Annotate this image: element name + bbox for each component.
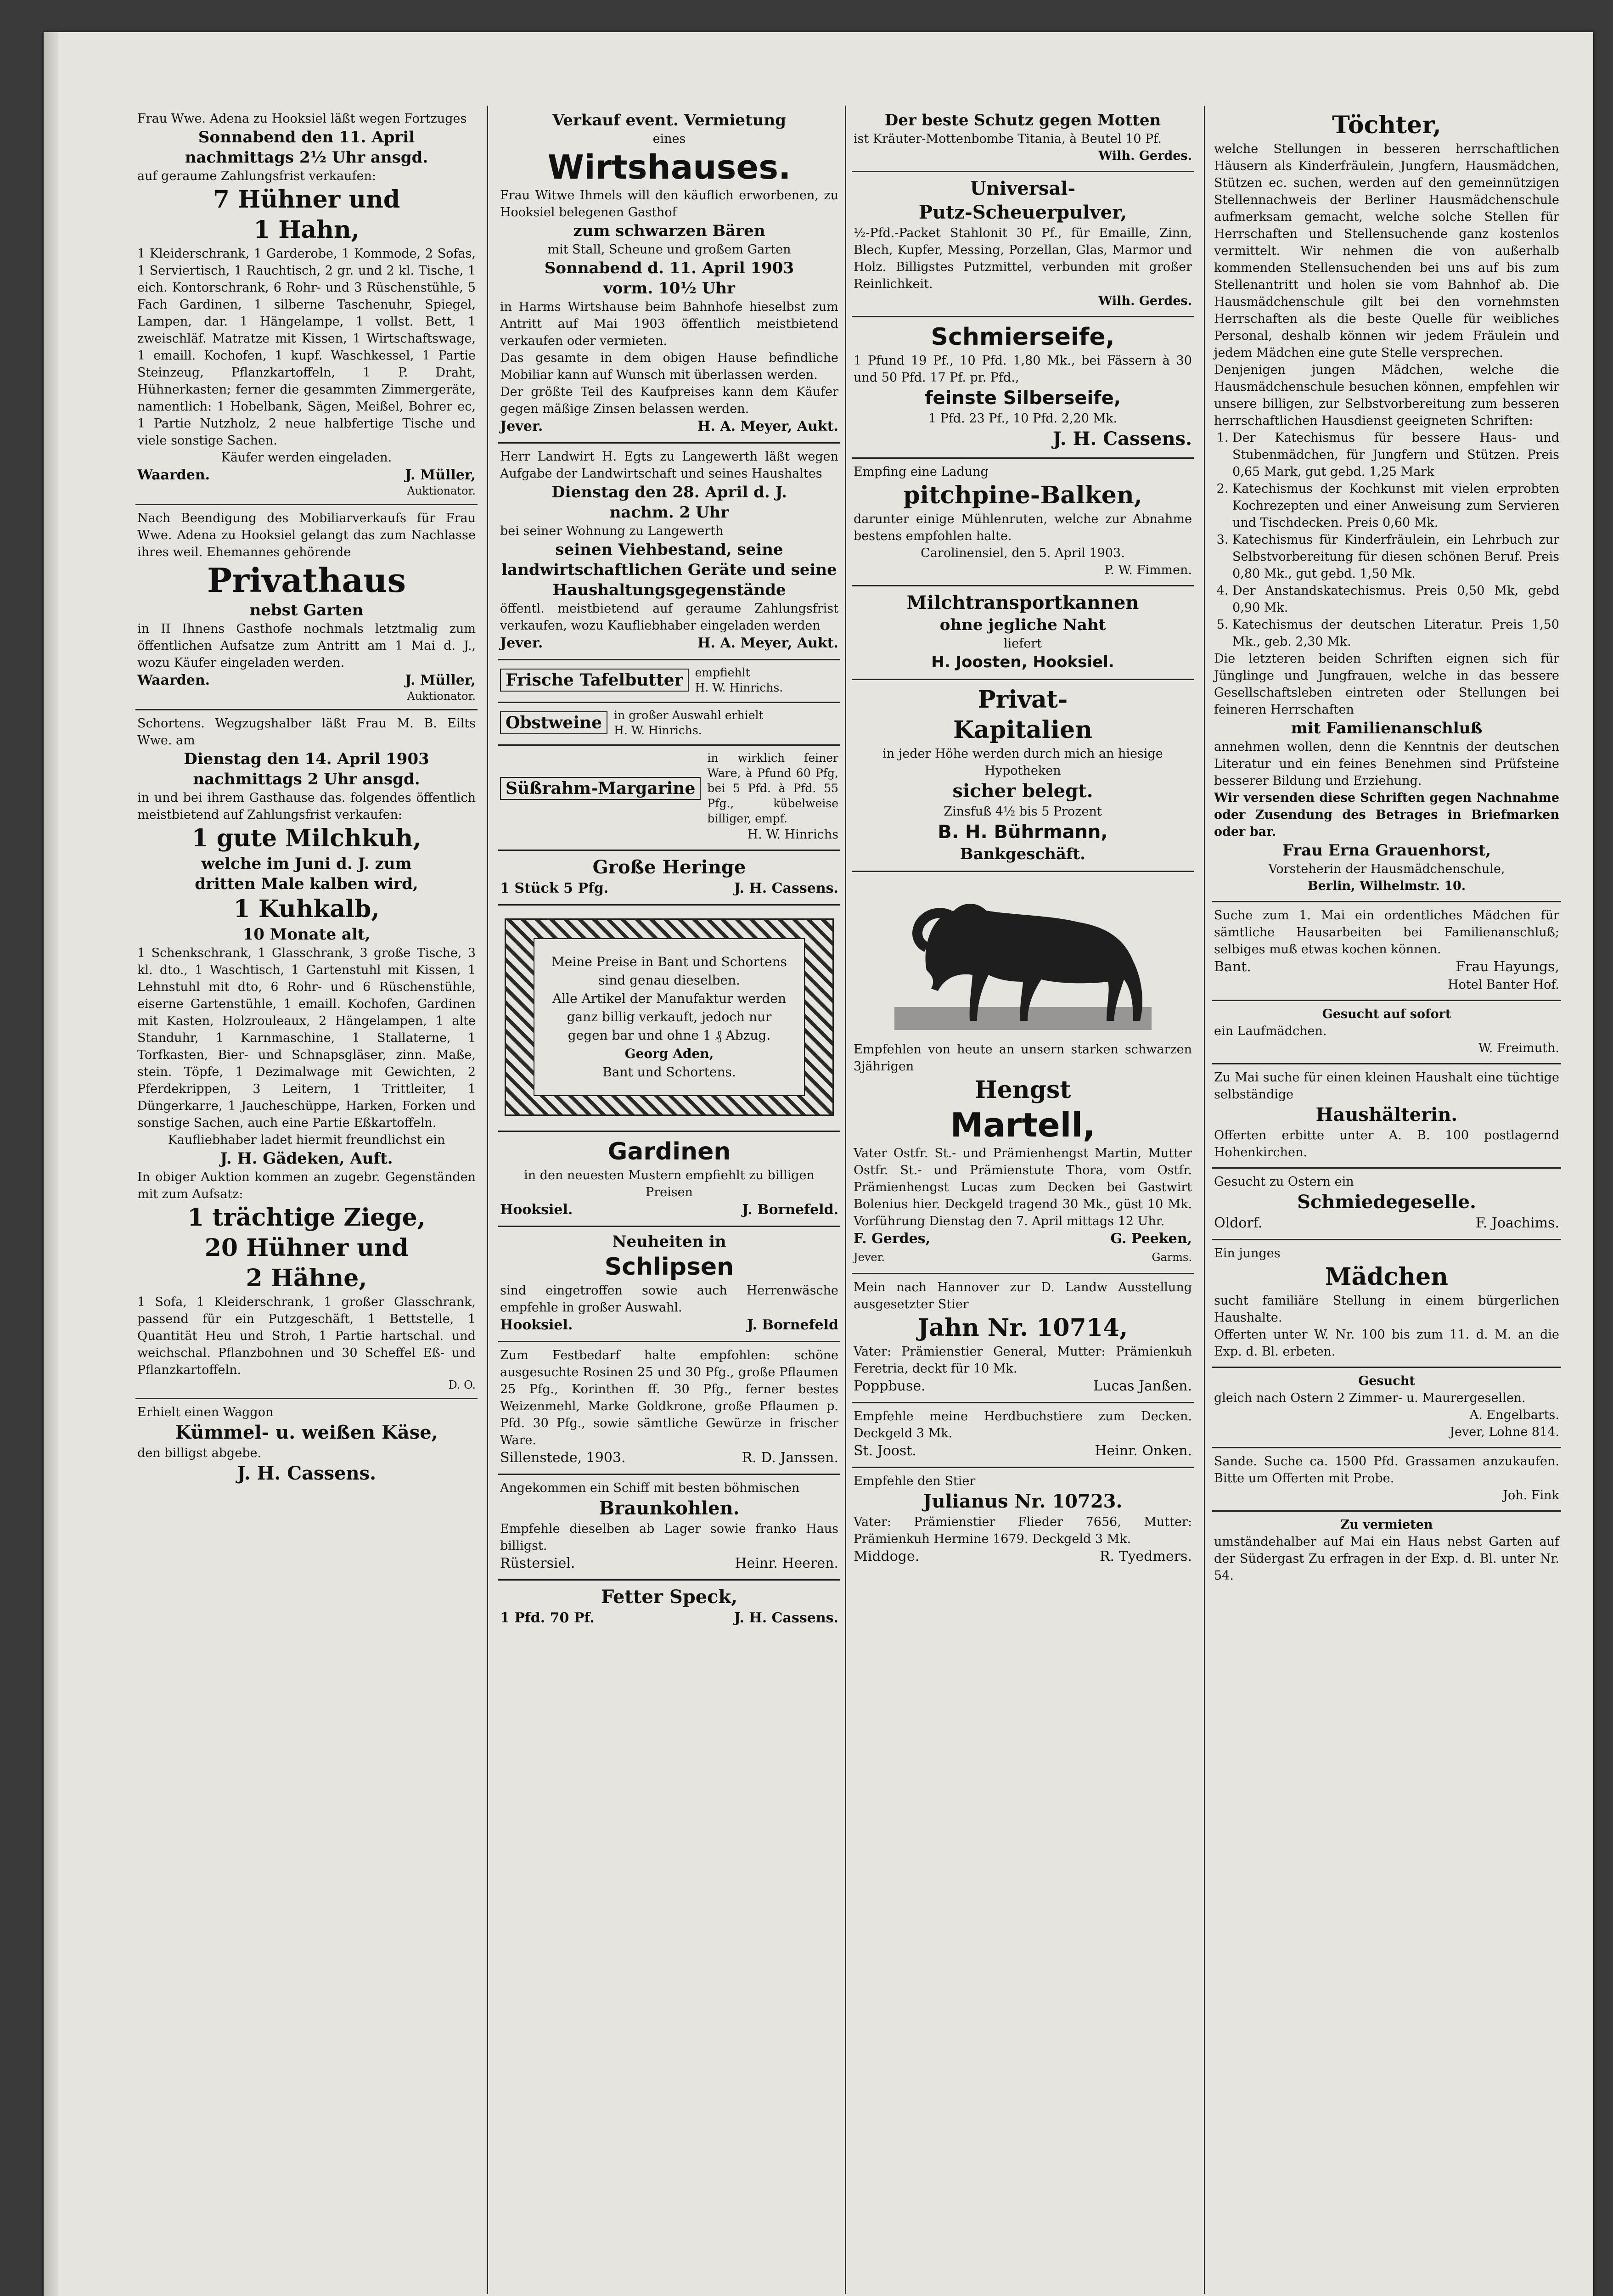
ad-body: 1 Kleiderschrank, 1 Garderobe, 1 Kommode, 2 Sofas, 1 Serviertisch, 1 Rauchtisch, 2 gr. und 2 kl. Tische, 1 eich. Kontorschrank, 6 Rohr- und 3 Rüschenstühle, 5 Fach Gardinen, 1 silberne Taschenuhr, Spiegel, Lampen, dar. 1 Hängelampe, 1 vollst. Bett, 1 zweischläf. Matratze mit Kissen, 1 Wirtschaftswage, 1 emaill. Kochofen, 1 kupf. Waschkessel, 1 Partie Steinzeug, Pflanzkartoffeln, 1 P. Draht, Hühnerkasten; ferner die gesammten Zimmergeräte, namentlich: 1 Hobelbank, Sägen, Meißel, Bohrer ec, 1 Partie Nutzholz, 2 neue halbfertige Tische und viele sonstige Sachen.: [137, 247, 476, 448]
ad-text: Angekommen ein Schiff mit besten böhmischen: [500, 1481, 800, 1495]
ad-time: nachmittags 2 Uhr ansgd.: [193, 770, 420, 788]
ad-place: Middoge.: [854, 1548, 920, 1564]
ad-headline: Töchter,: [1332, 111, 1441, 139]
ad-date: Sonnabend den 11. April: [198, 128, 415, 146]
ad-headline: 1 gute Milchkuh,: [191, 824, 422, 852]
ad-body: Denjenigen jungen Mädchen, welche die Hausmädchenschule besuchen können, empfehlen wir unsere billigen, zur Selbstvorbereitung zum besseren herrschaftlichen Hausdienst geeigneten Schriften:: [1214, 363, 1559, 428]
ad-place: Rüstersiel.: [500, 1555, 575, 1571]
ad-name: W. Freimuth.: [1478, 1041, 1559, 1055]
ad-place: Oldorf.: [1214, 1215, 1263, 1231]
ad-body: 1 Pfund 19 Pf., 10 Pfd. 1,80 Mk., bei Fässern à 30 und 50 Pfd. 17 Pf. pr. Pfd.,: [854, 354, 1192, 385]
ad-body: umständehalber auf Mai ein Haus nebst Garten auf der Südergast Zu erfragen in der Exp. d. Bl. unter Nr. 54.: [1214, 1535, 1559, 1583]
ad-text: in wirklich feiner Ware, à Pfund 60 Pfg, bei 5 Pfd. à Pfd. 55 Pfg., kübelweise billiger, empf.: [707, 751, 838, 825]
ad-seife: [852, 317, 1194, 459]
ad-subheadline: ohne jegliche Naht: [939, 616, 1106, 634]
ad-name: R. D. Janssen.: [742, 1450, 838, 1466]
ad-text: in und bei ihrem Gasthause das. folgendes öffentlich meistbietend auf Zahlungsfrist verkaufen:: [137, 791, 476, 822]
ad-headline: 1 trächtige Ziege,: [187, 1204, 426, 1232]
ad-textblock: [614, 708, 763, 738]
ad-row: [500, 750, 838, 826]
ad-headline: Der beste Schutz gegen Motten: [884, 111, 1161, 129]
ad-heringe: [498, 851, 840, 906]
ad-headline: Hengst: [974, 1076, 1071, 1104]
ad-maedchen-bant: [1212, 902, 1561, 1001]
ad-kaese: [135, 1399, 478, 1492]
ad-body: Vater Ostfr. St.- und Prämienhengst Martin, Mutter Ostfr. St.- und Prämienstute Thora, vom Ostfr. Prämienhengst Lucas zum Decken bei Gastwirt Bolenius hier. Deckgeld tragend 30 Mk., güst 10 Mk. Vorführung Dienstag den 7. April mittags 12 Uhr.: [854, 1146, 1192, 1228]
ad-headline: Haushälterin.: [1315, 1104, 1458, 1125]
book-list: [1214, 429, 1559, 650]
ad-body: Vater: Prämienstier Flieder 7656, Mutter: Prämienkuh Hermine 1679. Deckgeld 3 Mk.: [854, 1515, 1192, 1546]
column-rule: [845, 106, 846, 2294]
ad-subheadline: zum schwarzen Bären: [573, 222, 765, 240]
list-item: 5. Katechismus der deutschen Literatur. Preis 1,50 Mk., geb. 2,30 Mk.: [1232, 616, 1559, 650]
ad-text: den billigst abgebe.: [137, 1446, 262, 1460]
ad-text: in den neuesten Mustern empfiehlt zu billigen Preisen: [524, 1168, 815, 1199]
ad-body: Der größte Teil des Kaufpreises kann dem Käufer gegen mäßige Zinsen belassen werden.: [500, 385, 838, 416]
ad-schlipsen: [498, 1227, 840, 1342]
ad-subheadline: 10 Monate alt,: [242, 925, 371, 944]
ad-name: P. W. Fimmen.: [1104, 563, 1192, 577]
ad-time: nachmittags 2½ Uhr ansgd.: [185, 148, 428, 167]
ad-body: darunter einige Mühlenruten, welche zur Abnahme bestens empfohlen halte.: [854, 512, 1192, 543]
ad-body: ist Kräuter-Mottenbombe Titania, à Beutel 10 Pf.: [854, 132, 1162, 146]
ad-text: mit Stall, Scheune und großem Garten: [547, 242, 791, 257]
ad-headline: Gardinen: [607, 1138, 731, 1165]
ad-text: eines: [652, 132, 686, 146]
ad-signature: [500, 417, 838, 436]
column-1: [135, 106, 478, 2294]
ad-place: Bant.: [1214, 959, 1251, 975]
ad-mottenbombe: [852, 106, 1194, 172]
ad-text: Käufer werden eingeladen.: [221, 450, 392, 465]
ad-headline: Fetter Speck,: [601, 1586, 738, 1608]
ad-name: J. Bornefeld: [747, 1317, 838, 1333]
ad-body: Empfehle dieselben ab Lager sowie franko Haus billigst.: [500, 1522, 838, 1553]
ad-body: sucht familiäre Stellung in einem bürgerlichen Haushalte.: [1214, 1294, 1559, 1325]
ad-text: In obiger Auktion kommen an zugebr. Gegenständen mit zum Aufsatz:: [137, 1170, 476, 1201]
ad-body: sind eingetroffen sowie auch Herrenwäsche empfehle in großer Auswahl.: [500, 1283, 838, 1315]
ad-address: Hotel Banter Hof.: [1448, 978, 1559, 992]
ad-headline: 2 Hähne,: [246, 1264, 367, 1292]
list-item: 4. Der Anstandskatechismus. Preis 0,50 Mk, gebd 0,90 Mk.: [1232, 582, 1559, 616]
ad-headline: Schmierseife,: [931, 323, 1115, 351]
ad-maurergesellen: [1212, 1368, 1561, 1448]
ad-text: Zinsfuß 4½ bis 5 Prozent: [944, 805, 1102, 819]
ad-subheadline: nebst Garten: [249, 601, 364, 619]
ad-date: Sonnabend d. 11. April 1903: [544, 259, 794, 277]
ad-text: Frau Wwe. Adena zu Hooksiel läßt wegen Fortzuges: [137, 112, 467, 126]
ad-schmiedegeselle: [1212, 1169, 1561, 1240]
ad-name: J. Müller,: [405, 672, 476, 688]
column-3: [852, 106, 1194, 2294]
ad-text: 1 Stück 5 Pfg.: [500, 880, 609, 896]
ad-body: Empfehle meine Herdbuchstiere zum Decken. Deckgeld 3 Mk.: [854, 1409, 1192, 1441]
ad-name: Wilh. Gerdes.: [1098, 294, 1192, 308]
ad-junges-maedchen: [1212, 1240, 1561, 1368]
ad-text: Empfehle den Stier: [854, 1474, 976, 1488]
ad-name: H. W. Hinrichs.: [614, 724, 702, 737]
ad-role: Bankgeschäft.: [960, 845, 1086, 863]
ad-place: Bant und Schortens.: [602, 1064, 736, 1080]
ad-name: G. Peeken,: [1110, 1231, 1192, 1247]
ad-preheadline: Verkauf event. Vermietung: [552, 111, 786, 129]
ad-text: 1 Pfd. 23 Pf., 10 Pfd. 2,20 Mk.: [928, 411, 1118, 426]
ad-text: Alle Artikel der Manufaktur werden ganz billig verkauft, jedoch nur gegen bar und ohne 1 ₰ Abzug.: [552, 991, 787, 1043]
ad-headline: 20 Hühner und: [204, 1234, 409, 1262]
ad-name: J. H. Cassens.: [236, 1463, 377, 1484]
ad-headline: seinen Viehbestand, seine landwirtschaftlichen Geräte und seine Haushaltungsgegenstände: [501, 540, 837, 599]
ad-name: J. H. Cassens.: [1052, 428, 1192, 450]
ad-hausmaedchenschule: [1212, 106, 1561, 902]
ad-hengst: [852, 872, 1194, 1274]
ad-festbedarf: [498, 1342, 840, 1475]
column-rule: [487, 106, 488, 2294]
ad-headline: Große Heringe: [592, 856, 746, 878]
ad-place: Sillenstede, 1903.: [500, 1450, 626, 1466]
ad-name: F. Joachims.: [1475, 1215, 1559, 1231]
ad-signature: [500, 1554, 838, 1573]
ad-text: Herr Landwirt H. Egts zu Langewerth läßt wegen Aufgabe der Landwirtschaft und seines Haushaltes: [500, 450, 838, 481]
ad-headline: pitchpine-Balken,: [903, 481, 1142, 509]
ad-preheadline: Neuheiten in: [612, 1232, 726, 1251]
ad-text: Schortens. Wegzugshalber läßt Frau M. B. Eilts Wwe. am: [137, 716, 476, 748]
ad-text: Empfing eine Ladung: [854, 465, 989, 479]
ad-place: Carolinensiel, den 5. April 1903.: [921, 546, 1125, 560]
ad-laufmaedchen: [1212, 1001, 1561, 1064]
list-item: 3. Katechismus für Kinderfräulein, ein Lehrbuch zur Selbstvorbereitung für diesen schönen Beruf. Preis 0,80 Mk., gut gebd. 1,50 Mk.: [1232, 531, 1559, 582]
ad-place: Hooksiel.: [500, 1202, 573, 1218]
ad-initials: D. O.: [448, 1379, 476, 1391]
ad-role: Auktionator.: [407, 484, 476, 497]
ad-name: H. W. Hinrichs.: [695, 681, 783, 694]
ad-name: Heinr. Heeren.: [735, 1555, 838, 1571]
ad-pitchpine: [852, 459, 1194, 586]
ad-headline: 7 Hühner und: [213, 186, 400, 214]
ad-text: auf geraume Zahlungsfrist verkaufen:: [137, 169, 376, 183]
ad-time: vorm. 10½ Uhr: [603, 279, 735, 298]
list-item: 2. Katechismus der Kochkunst mit vielen erprobten Kochrezepten und einer Anweisung zum Servieren und Tischdecken. Preis 0,60 Mk.: [1232, 480, 1559, 531]
ad-headline: 1 Hahn,: [253, 216, 360, 244]
ad-name: H. W. Hinrichs: [747, 827, 838, 842]
ad-address: Jever, Lohne 814.: [1450, 1425, 1559, 1439]
ad-headline: Putz-Scheuerpulver,: [918, 202, 1127, 223]
ad-subheadline: mit Familienanschluß: [1291, 719, 1483, 737]
ad-place: Jever.: [500, 418, 543, 434]
ad-herdbuchstiere: [852, 1403, 1194, 1468]
ad-name: Joh. Fink: [1503, 1488, 1559, 1503]
ad-braunkohlen: [498, 1475, 840, 1581]
column-2: [498, 106, 840, 2294]
ad-text: Nach Beendigung des Mobiliarverkaufs für Frau Wwe. Adena zu Hooksiel gelangt das zum Nachlasse ihres weil. Ehemannes gehörende: [137, 511, 476, 559]
ad-place: St. Joost.: [854, 1443, 916, 1459]
ad-body: gleich nach Ostern 2 Zimmer- u. Maurergesellen.: [1214, 1391, 1526, 1405]
ad-name: A. Engelbarts.: [1469, 1408, 1559, 1422]
ad-milchkannen: [852, 586, 1194, 680]
ad-headline: Privathaus: [207, 561, 406, 600]
ad-headline: Wirtshauses.: [547, 148, 791, 186]
ad-body: annehmen wollen, denn die Kenntnis der deutschen Literatur und ein feines Benehmen sind Prüfsteine besserer Bildung und Erziehung.: [1214, 740, 1559, 788]
ad-headline: Kümmel- u. weißen Käse,: [175, 1422, 438, 1443]
ad-haushaelterin: [1212, 1064, 1561, 1169]
ad-text: liefert: [1004, 636, 1042, 651]
ad-privathaus: [135, 505, 478, 710]
ad-time: nachm. 2 Uhr: [609, 503, 729, 522]
frame-content: [534, 938, 805, 1096]
ad-text: Meine Preise in Bant und Schortens sind genau dieselben.: [551, 954, 787, 988]
ad-role: Vorsteherin der Hausmädchenschule,: [1268, 862, 1505, 876]
ad-headline: Kapitalien: [953, 716, 1093, 744]
ad-text: empfiehlt: [695, 666, 750, 679]
ad-body: Vater: Prämienstier General, Mutter: Prämienkuh Feretria, deckt für 10 Mk.: [854, 1345, 1192, 1376]
ad-georg-aden: [498, 906, 840, 1132]
ad-signature: [500, 1449, 838, 1467]
ad-text: Erhielt einen Waggon: [137, 1405, 274, 1419]
ad-label: Frische Tafelbutter: [500, 669, 689, 692]
ad-headline: Julianus Nr. 10723.: [923, 1491, 1123, 1512]
horse-illustration: [894, 883, 1152, 1035]
ad-name: Wilh. Gerdes.: [1098, 149, 1192, 163]
ad-body: Frau Witwe Ihmels will den käuflich erworbenen, zu Hooksiel belegenen Gasthof: [500, 188, 838, 219]
ad-name: J. Bornefeld.: [742, 1202, 838, 1218]
ad-headline: sicher belegt.: [952, 780, 1093, 802]
ad-signature-places: [854, 1248, 1192, 1266]
ad-signature: [137, 466, 476, 484]
ad-date: Dienstag den 28. April d. J.: [551, 483, 787, 501]
ad-date: Dienstag den 14. April 1903: [184, 750, 429, 768]
ad-role: Auktionator.: [407, 690, 476, 703]
ad-body: Offerten erbitte unter A. B. 100 postlagernd Hohenkirchen.: [1214, 1128, 1559, 1159]
ad-headline: Schmiedegeselle.: [1297, 1191, 1476, 1213]
ad-text: in jeder Höhe werden durch mich an hiesige Hypotheken: [882, 747, 1163, 778]
ad-body: ½-Pfd.-Packet Stahlonit 30 Pf., für Emaille, Zinn, Blech, Kupfer, Messing, Porzellan, Glas, Marmor und Holz. Billigstes Putzmittel, verbunden mit großer Reinlichkeit.: [854, 226, 1192, 291]
column-4: [1212, 106, 1561, 2294]
ad-text: Ein junges: [1214, 1246, 1281, 1261]
newspaper-page: [44, 32, 1593, 2296]
ad-headline: Mädchen: [1325, 1263, 1448, 1291]
ad-headline: Gesucht: [1358, 1374, 1415, 1388]
ad-headline: Schlipsen: [604, 1253, 734, 1281]
ad-name: H. A. Meyer, Aukt.: [697, 418, 838, 434]
ad-name: Frau Erna Grauenhorst,: [1282, 841, 1491, 860]
ad-wirtshaus: [498, 106, 840, 444]
ad-margarine: [498, 746, 840, 851]
ad-signature: [1214, 1214, 1559, 1232]
ad-body: 1 Sofa, 1 Kleiderschrank, 1 großer Glasschrank, passend für ein Putzgeschäft, 1 Bettstelle, 1 Quantität Heu und Stroh, 1 Partie hartschal. und weichschal. Pflanzbohnen und 30 Scheffel Eß- und Pflanzkartoffeln.: [137, 1295, 476, 1377]
ad-name: J. H. Cassens.: [734, 880, 838, 896]
ad-body: welche Stellungen in besseren herrschaftlichen Häusern als Kinderfräulein, Jungfern, Hausmädchen, Stützen ec. suchen, werden auf den gemeinnützigen Stellennachweis der Berliner Hausmädchenschule aufmerksam gemacht, welche solche Stellen für Herrschaften und Stellensuchende ganz kostenlos vermittelt. Wir nehmen die von außerhalb kommenden Stellensuchenden bei uns auf bis zum Stellenantritt und holen sie vom Bahnhof ab. Die Hausmädchenschule gilt bei den vornehmsten Herrschaften als die beste Quelle für weibliches Personal, deshalb können wir jedem Fräulein und jedem Mädchen eine gute Stelle versprechen.: [1214, 142, 1559, 360]
ad-headline: Universal-: [970, 178, 1076, 199]
ad-name: J. Müller,: [405, 467, 476, 483]
ad-stier-jahn: [852, 1274, 1194, 1403]
ad-name: R. Tyedmers.: [1099, 1548, 1192, 1564]
ad-name: H. A. Meyer, Aukt.: [697, 635, 838, 651]
ad-name: J. H. Gädeken, Auft.: [220, 1149, 393, 1168]
ad-egts-auction: [498, 444, 840, 660]
ad-place: Poppbuse.: [854, 1378, 926, 1394]
ad-subheadline: dritten Male kalben wird,: [195, 875, 418, 893]
ad-place: Garms.: [1152, 1251, 1192, 1264]
ad-name: Heinr. Onken.: [1095, 1443, 1192, 1459]
ad-body: Wir versenden diese Schriften gegen Nachnahme oder Zusendung des Betrages in Briefmarken oder bar.: [1214, 791, 1559, 839]
ad-text: 1 Pfd. 70 Pf.: [500, 1610, 595, 1626]
ad-headline: Zu vermieten: [1340, 1518, 1433, 1532]
ad-place: Waarden.: [137, 672, 210, 688]
ad-adena-auction: [135, 106, 478, 505]
ad-body: Offerten unter W. Nr. 100 bis zum 11. d. M. an die Exp. d. Bl. erbeten.: [1214, 1328, 1559, 1359]
ad-text: bei seiner Wohnung zu Langewerth: [500, 524, 724, 538]
ad-text: Kaufliebhaber ladet hiermit freundlichst ein: [168, 1133, 445, 1147]
ad-name: Lucas Janßen.: [1093, 1378, 1192, 1394]
ad-text: Gesucht zu Ostern ein: [1214, 1175, 1354, 1189]
ad-name: B. H. Bührmann,: [938, 822, 1108, 843]
ad-body: ein Laufmädchen.: [1214, 1024, 1327, 1038]
ad-tafelbutter: [498, 660, 840, 703]
ad-headline: Privat-: [978, 686, 1068, 714]
ad-grassamen: [1212, 1448, 1561, 1512]
ad-place: Waarden.: [137, 467, 210, 483]
ad-signature: [854, 1548, 1192, 1566]
ad-headline: Gesucht auf sofort: [1322, 1007, 1451, 1021]
ad-place: Hooksiel.: [500, 1317, 573, 1333]
ad-signature: [854, 1442, 1192, 1460]
ad-signature: [137, 671, 476, 690]
ad-place: Jever.: [854, 1251, 885, 1264]
ad-signature: [500, 1316, 838, 1334]
ad-text: Mein nach Hannover zur D. Landw Ausstellung ausgesetzter Stier: [854, 1280, 1192, 1311]
ad-subheadline: welche im Juni d. J. zum: [201, 855, 412, 873]
ad-signature: [500, 879, 838, 898]
ad-name: Frau Hayungs,: [1456, 959, 1559, 975]
ad-scheuerpulver: [852, 172, 1194, 317]
ad-body: in II Ihnens Gasthofe nochmals letztmalig zum öffentlichen Aufsatze zum Antritt am 1 Mai d. J., wozu Käufer eingeladen werden.: [137, 622, 476, 670]
ad-headline: Milchtransportkannen: [906, 592, 1139, 613]
ad-label: Süßrahm-Margarine: [500, 777, 701, 800]
ad-body: 1 Schenkschrank, 1 Glasschrank, 3 große Tische, 3 kl. dto., 1 Waschtisch, 1 Gartenstuhl mit Kissen, 1 Lehnstuhl mit dto, 6 Rohr- und 6 Rüschenstühle, eiserne Gartenstühle, 1 emaill. Kochofen, Gardinen mit Kasten, Holzrouleaux, 2 Hängelampen, 1 alte Standuhr, 1 Karnmaschine, 1 Stallaterne, 1 Torfkasten, Bier- und Schnapsgläser, zinn. Maße, stein. Töpfe, 1 Dezimalwage mit Gewichten, 2 Pferdekrippen, 3 Leitern, 1 Trittleiter, 1 Düngerkarre, 1 Jaucheschüppe, Harken, Forken und sonstige Sachen, auch eine Partie Eßkartoffeln.: [137, 946, 476, 1130]
page-gutter: [44, 32, 58, 2296]
ad-body: Sande. Suche ca. 1500 Pfd. Grassamen anzukaufen. Bitte um Offerten mit Probe.: [1214, 1454, 1559, 1486]
ad-body: Zum Festbedarf halte empfohlen: schöne ausgesuchte Rosinen 25 und 30 Pfg., große Pflaumen 25 Pfg., Korinthen ff. 30 Pfg., ferner bestes Weizenmehl, Marke Goldkrone, große Pflaumen p. Pfd. 30 Pfg., sowie sämtliche Gewürze in frischer Ware.: [500, 1348, 838, 1447]
ad-speck: [498, 1581, 840, 1634]
ad-address: Berlin, Wilhelmstr. 10.: [1307, 879, 1466, 893]
ad-body: in Harms Wirtshause beim Bahnhofe hieselbst zum Antritt auf Mai 1903 öffentlich meistbietend verkaufen oder vermieten.: [500, 300, 838, 348]
ad-zu-vermieten: [1212, 1512, 1561, 1591]
ad-text: in großer Auswahl erhielt: [614, 709, 764, 722]
ad-signature: [1214, 958, 1559, 976]
ad-obstweine: [498, 703, 840, 746]
list-item: 1. Der Katechismus für bessere Haus- und Stubenmädchen, für Jungfern und Stützen. Preis 0,65 Mark, gut gebd. 1,25 Mark: [1232, 429, 1559, 480]
ad-textblock: [695, 665, 783, 695]
ad-headline: feinste Silberseife,: [925, 388, 1121, 409]
ad-body: Suche zum 1. Mai ein ordentliches Mädchen für sämtliche Hausarbeiten bei Familienanschluß; selbiges muß etwas kochen können.: [1214, 908, 1559, 957]
ad-text: Empfehlen von heute an unsern starken schwarzen 3jährigen: [854, 1042, 1192, 1074]
ad-headline: Martell,: [950, 1106, 1096, 1144]
ad-body: Zu Mai suche für einen kleinen Haushalt eine tüchtige selbständige: [1214, 1070, 1559, 1102]
ad-stier-julianus: [852, 1468, 1194, 1572]
ad-signature: [500, 1609, 838, 1627]
ad-signature: [500, 1201, 838, 1219]
ad-kapitalien: [852, 680, 1194, 872]
ad-name: F. Gerdes,: [854, 1231, 931, 1247]
ad-name: Georg Aden,: [624, 1046, 714, 1061]
column-rule: [1204, 106, 1205, 2294]
ad-schortens-auction: [135, 710, 478, 1399]
ad-body: Das gesamte in dem obigen Hause befindliche Mobiliar kann auf Wunsch mit überlassen werden.: [500, 351, 838, 382]
ad-headline: 1 Kuhkalb,: [233, 895, 380, 923]
ad-body: öffentl. meistbietend auf geraume Zahlungsfrist verkaufen, wozu Kaufliebhaber eingeladen werden: [500, 602, 838, 633]
ad-place: Jever.: [500, 635, 543, 651]
ad-signature: [500, 634, 838, 653]
ad-signature: [854, 1230, 1192, 1248]
ad-label: Obstweine: [500, 711, 607, 734]
decorative-frame: [505, 918, 834, 1116]
ad-body: Die letzteren beiden Schriften eignen sich für Jünglinge und Jungfrauen, welche in das bessere Gesellschaftsleben eintreten oder Stellungen bei feineren Herrschaften: [1214, 652, 1559, 717]
ad-name: H. Joosten, Hooksiel.: [931, 653, 1114, 671]
ad-headline: Jahn Nr. 10714,: [917, 1314, 1128, 1342]
ad-name: J. H. Cassens.: [734, 1610, 838, 1626]
ad-signature: [854, 1377, 1192, 1396]
ad-gardinen: [498, 1132, 840, 1227]
ad-headline: Braunkohlen.: [599, 1497, 740, 1519]
